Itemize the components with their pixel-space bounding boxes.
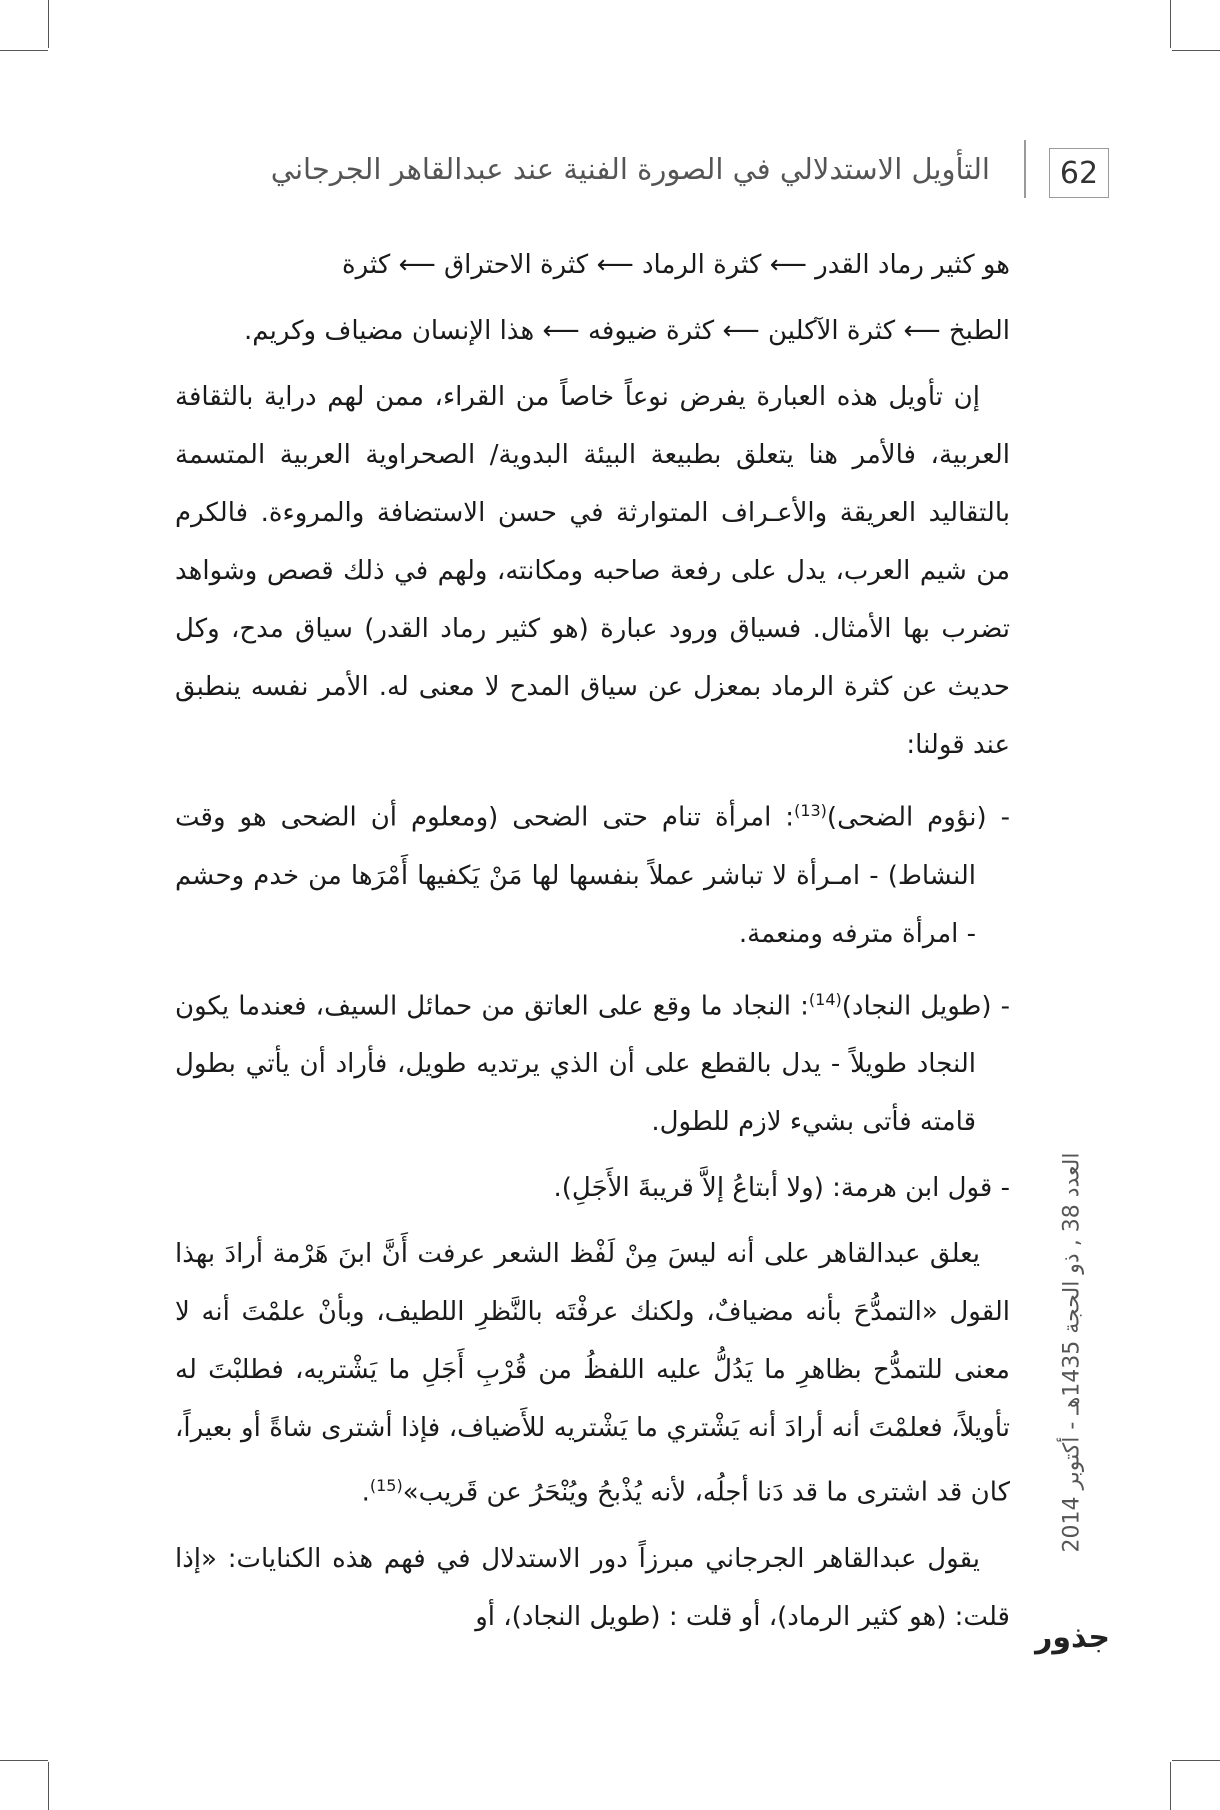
header-divider (1024, 140, 1026, 198)
bullet-item (175, 782, 1010, 963)
crop-mark (1170, 1762, 1171, 1810)
paragraph: إن تأويل هذه العبارة يفرض نوعاً خاصاً من القراء، ممن لهم دراية بالثقافة العربية، فالأمر هنا يتعلق بطبيعة البيئة البدوية/ الصحراوية العربية المتسمة بالتقاليد العريقة والأعـراف المتوارثة في حسن الاستضافة والمروءة. فالكرم من شيم العرب، يدل على رفعة صاحبه ومكانته، ولهم في ذلك قصص وشواهد تضرب بها الأمثال. فسياق ورود عبارة (هو كثير رماد القدر) سياق مدح، وكل حديث عن كثرة الرماد بمعزل عن سياق المدح لا معنى له. الأمر نفسه ينطبق عند قولنا: (175, 382, 1010, 760)
bullet-text: : النجاد ما وقع على العاتق من حمائل السيف، فعندما يكون النجاد طويلاً - يدل بالقطع على أن الذي يرتديه طويل، فأراد أن يأتي بطول قامته فأتى بشيء لازم للطول. (175, 991, 976, 1138)
chain-line: الطبخ ⟵ كثرة الآكلين ⟵ كثرة ضيوفه ⟵ هذا الإنسان مضياف وكريم. (244, 316, 1010, 346)
bullet-head: - (نؤوم الضحى) (826, 802, 1010, 833)
issue-info-sidebar (1052, 1140, 1092, 1600)
quote-end: . (361, 1477, 370, 1508)
paragraph (175, 1225, 1010, 1522)
bullet-head: - (طويل النجاد) (841, 991, 1010, 1022)
page-number: 62 (1049, 148, 1109, 198)
bullet-text: : امرأة تنام حتى الضحى (ومعلوم أن الضحى هو وقت النشاط) - امـرأة لا تباشر عملاً بنفسها لها مَنْ يَكفيها أَمْرَها من خدم وحشم - امرأة مترفه ومنعمة. (175, 802, 976, 949)
journal-logo: جذور (1035, 1620, 1110, 1655)
crop-mark (1170, 0, 1171, 48)
chain-line: هو كثير رماد القدر ⟵ كثرة الرماد ⟵ كثرة الاحتراق ⟵ كثرة (342, 250, 1010, 280)
quote-text: يعلق عبدالقاهر على أنه ليسَ مِنْ لَفْظ الشعر عرفت أَنَّ ابنَ هَرْمة أرادَ بهذا القول «التمدُّحَ بأنه مضيافٌ، ولكنك عرفْتَه بالنَّظرِ اللطيف، وبأنْ علمْتَ أنه لا معنى للتمدُّح بظاهرِ ما يَدُلُّ عليه اللفظُ من قُرْبِ أَجَلِ ما يَشْتريه، فطلبْتَ له تأويلاً، فعلمْتَ أنه أرادَ أنه يَشْتري ما يَشْتريه للأَضياف، فإذا أشترى شاةً أو بعيراً، كان قد اشترى ما قد دَنا أجلُه، لأنه يُذْبحُ ويُنْحَرُ عن قَريب» (175, 1239, 1010, 1508)
crop-mark (48, 0, 49, 48)
crop-mark (1172, 50, 1220, 51)
footnote-ref: (13) (794, 801, 827, 820)
paragraph: يقول عبدالقاهر الجرجاني مبرزاً دور الاستدلال في فهم هذه الكنايات: «إذا قلت: (هو كثير الرماد)، أو قلت : (طويل النجاد)، أو (175, 1543, 1010, 1632)
bullet-item: - قول ابن هرمة: (ولا أبتاعُ إلاَّ قريبةَ الأَجَلِ). (553, 1173, 1010, 1204)
crop-mark (0, 1760, 48, 1761)
bullet-item (175, 971, 1010, 1152)
footnote-ref: (14) (808, 989, 842, 1009)
crop-mark (1172, 1760, 1220, 1761)
running-title: التأويل الاستدلالي في الصورة الفنية عند عبدالقاهر الجرجاني (270, 152, 990, 186)
page-header (0, 140, 1220, 210)
article-body (175, 236, 1010, 1654)
issue-info: العدد 38 , ذو الحجة 1435هـ - أكتوبر 2014 (1059, 1152, 1085, 1553)
crop-mark (0, 50, 48, 51)
footnote-ref: (15) (369, 1476, 403, 1496)
crop-mark (48, 1762, 49, 1810)
